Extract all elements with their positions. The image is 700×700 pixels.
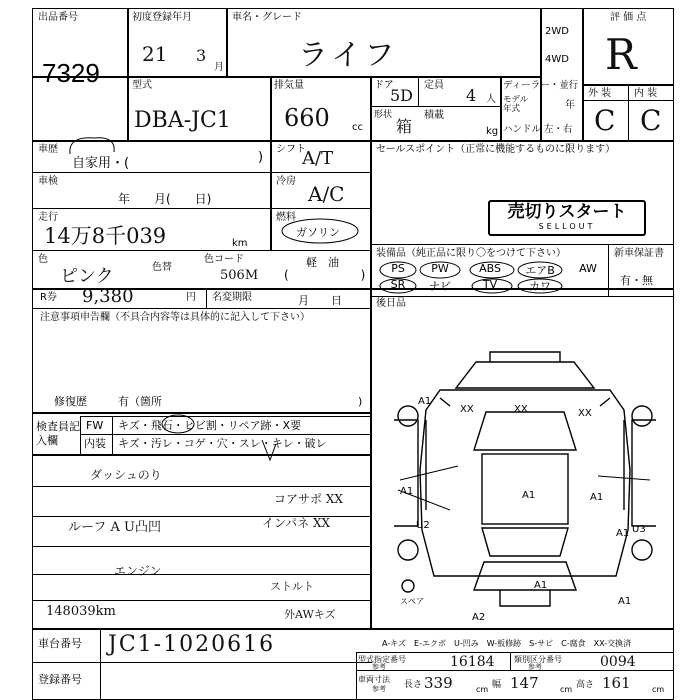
history-close-paren: ) [258, 150, 264, 165]
equip-pw: PW [431, 262, 449, 275]
car-name: ライフ [298, 38, 399, 73]
divider [418, 76, 419, 106]
km-unit: km [232, 238, 248, 249]
divider [32, 662, 372, 663]
displacement-value: 660 [284, 104, 330, 132]
history-value: 自家用・( [72, 156, 130, 171]
height-value: 161 [602, 674, 631, 692]
divider [32, 76, 542, 78]
category-value: 0094 [600, 654, 636, 670]
year-unit: 年 [565, 100, 575, 111]
mileage-value: 14万8千039 [44, 224, 167, 248]
displacement-label: 排気量 [274, 80, 304, 91]
divider [500, 76, 502, 140]
mark-xx-front-left: XX [460, 404, 474, 415]
note-line [32, 600, 370, 601]
damage-legend: A-キズ E-エクボ U-凹み W-板修跡 S-サビ C-腐食 XX-交換済 [382, 639, 632, 648]
mark-bumper: A2 [472, 612, 486, 623]
equip-tv: TV [482, 278, 498, 291]
shift-value: A/T [302, 148, 334, 169]
first-registration-year: 21 [142, 42, 168, 66]
equipment-circles [376, 258, 576, 294]
cc-unit: cc [352, 122, 363, 133]
category-sub: 参考 [528, 663, 542, 671]
handle-label: ハンドル 左・右 [503, 124, 573, 135]
mark-front-left: A1 [418, 396, 432, 407]
note-1: ダッシュのり [90, 468, 162, 482]
color-label: 色 [38, 254, 48, 265]
divider [628, 84, 629, 140]
equip-leather: カワ [529, 280, 551, 293]
model-code: DBA-JC1 [134, 108, 231, 133]
mark-right-dent: U3 [632, 524, 646, 535]
width-label: 幅 [492, 680, 502, 690]
divider [127, 8, 129, 140]
interior-inspect-label: 内装 [84, 437, 106, 450]
aftermarket-label: 後日品 [376, 298, 406, 309]
note-8: 148039km [46, 604, 116, 619]
capacity-label: 定員 [424, 80, 444, 91]
divider [356, 652, 357, 700]
score-label: 評 価 点 [610, 12, 647, 23]
divider [270, 140, 272, 250]
divider [608, 244, 609, 296]
chassis-number: JC1-1020616 [108, 632, 276, 657]
fw-label: FW [86, 419, 104, 432]
size-label: 車両寸法 [358, 675, 390, 684]
exterior-grade: C [594, 104, 616, 137]
length-value: 339 [424, 674, 453, 692]
inspector-marks [150, 410, 280, 464]
divider [206, 288, 207, 308]
length-label: 長さ [404, 680, 423, 690]
mark-trunk: A1 [534, 580, 548, 591]
divider [582, 8, 584, 140]
shape-value: 箱 [396, 117, 413, 136]
model-label: 型式 [132, 80, 152, 91]
note-2: ルーフ A U凸凹 [68, 520, 161, 535]
equip-sr: SR [390, 278, 406, 291]
divider [356, 652, 674, 653]
car-damage-diagram [380, 350, 670, 626]
note-line [32, 546, 370, 547]
equip-airbag: エアB [525, 264, 555, 277]
divider [226, 8, 228, 76]
divider [32, 140, 674, 142]
lot-number: 7329 [42, 58, 100, 88]
note-line [32, 486, 370, 487]
history-circle [64, 130, 124, 170]
door-label: ドア [374, 80, 394, 91]
drive-4wd: 4WD [545, 54, 569, 65]
divider [270, 76, 272, 140]
designation-sub: 参考 [372, 663, 386, 671]
divider [356, 670, 674, 671]
name-change-label: 名変期限 [212, 292, 252, 303]
mark-right-lower: A1 [616, 528, 630, 539]
note-6: ストルト [270, 580, 314, 593]
note-3: コアサポ XX [274, 492, 343, 506]
yen-unit: 円 [186, 292, 196, 303]
divider [370, 244, 674, 245]
divider [32, 250, 372, 251]
width-value: 147 [510, 674, 539, 692]
note-7: 外AWキズ [284, 608, 336, 621]
equip-aw: AW [579, 262, 597, 275]
equipment-label: 装備品（純正品に限り〇をつけて下さい） [376, 248, 566, 259]
mark-left-side: A1 [400, 486, 414, 497]
divider [370, 76, 372, 140]
history-label: 車歴 [38, 144, 58, 155]
equip-ps: PS [391, 262, 405, 275]
mark-right-side: A1 [590, 492, 604, 503]
category-label: 類別区分番号 [514, 655, 562, 664]
model-year-label: モデル年式 [503, 95, 529, 114]
shape-label: 形状 [374, 110, 393, 120]
interior-label: 内 装 [634, 88, 658, 99]
sellout-stamp [488, 200, 646, 236]
fuel-option-parens: ( ) [284, 268, 366, 282]
divider [540, 8, 542, 140]
registration-label: 登録番号 [38, 673, 82, 686]
fw-items: キズ・飛石・ヒビ割・リペア跡・X要 [118, 419, 302, 432]
chassis-label: 車台番号 [38, 637, 82, 650]
color-code-label: 色コード [204, 254, 244, 265]
designation-value: 16184 [450, 654, 495, 670]
month-unit: 月 [214, 62, 224, 73]
name-change-value: 月 日 [298, 294, 342, 307]
interior-grade: C [640, 104, 662, 137]
equip-abs: ABS [479, 262, 501, 275]
interior-items: キズ・汚レ・コゲ・穴・スレ・キレ・破レ [118, 437, 327, 450]
repair-close-paren: ) [358, 395, 363, 408]
equip-navi: ナビ [429, 280, 451, 293]
note-4: インパネ XX [262, 516, 331, 530]
divider [32, 308, 372, 309]
mark-rear-right: A1 [618, 596, 632, 607]
height-label: 高さ [576, 680, 595, 690]
car-name-label: 車名・グレード [232, 12, 302, 23]
lot-number-label: 出品番号 [38, 12, 78, 23]
divider [370, 296, 674, 297]
sellout-stamp-sub: SELLOUT [538, 222, 596, 231]
divider [32, 628, 674, 630]
mileage-label: 走行 [38, 212, 58, 223]
shift-label: シフト [276, 144, 306, 155]
fuel-value: ガソリン [296, 226, 340, 239]
recycle-value: 9,380 [82, 286, 134, 307]
dealer-label: ディーラー・並行 [503, 80, 579, 91]
divider [100, 628, 101, 700]
fuel-option-diesel: 軽 油 [306, 256, 339, 269]
warranty-options: 有・無 [620, 274, 653, 287]
divider [370, 140, 372, 628]
load-label: 積載 [424, 110, 444, 121]
color-value: ピンク [60, 266, 114, 287]
door-value: 5D [390, 86, 414, 105]
color-code-value: 506M [220, 268, 259, 283]
divider [80, 416, 81, 454]
color-change-label: 色替 [152, 262, 172, 273]
person-unit: 人 [486, 94, 496, 105]
mark-xx-front-right: XX [578, 408, 592, 419]
note-line [32, 574, 370, 575]
divider [32, 208, 372, 209]
first-registration-month: 3 [196, 46, 207, 65]
inspection-value: 年 月( 日) [118, 192, 212, 206]
repair-history-value: 有（箇所 [118, 395, 162, 408]
size-sub: 参考 [372, 685, 386, 693]
recycle-label: R券 [40, 292, 57, 303]
mark-roof: A1 [522, 490, 536, 501]
designation-label: 型式指定番号 [358, 655, 406, 664]
drive-2wd: 2WD [545, 26, 569, 37]
spare-label: スペア [400, 597, 424, 606]
width-unit: cm [560, 685, 573, 694]
divider [510, 652, 511, 670]
inspection-label: 車検 [38, 176, 58, 187]
exterior-label: 外 装 [588, 88, 612, 99]
ac-value: A/C [308, 182, 345, 206]
warranty-label: 新車保証書 [614, 248, 664, 259]
ac-label: 冷房 [276, 176, 296, 187]
divider [32, 172, 372, 173]
length-unit: cm [476, 685, 489, 694]
sellout-stamp-main: 売切りスタート [507, 202, 627, 222]
height-unit: cm [652, 685, 665, 694]
kg-unit: kg [486, 126, 499, 137]
mark-left-dent: U2 [416, 520, 430, 531]
notes-label: 注意事項申告欄（不具合内容等は具体的に記入して下さい） [40, 312, 310, 323]
mark-xx-hood: XX [514, 404, 528, 415]
repair-history-label: 修復歴 [54, 395, 87, 408]
sales-point-label: セールスポイント（正常に機能するものに限ります） [376, 144, 616, 155]
divider [370, 106, 500, 107]
first-registration-label: 初度登録年月 [132, 12, 192, 23]
overall-score: R [605, 30, 637, 79]
divider [112, 416, 113, 454]
fuel-circle [280, 216, 360, 246]
note-5: エンジン [114, 564, 162, 578]
inspector-label: 検査員記入欄 [36, 420, 80, 447]
capacity-value: 4 [466, 86, 477, 105]
fuel-label: 燃料 [276, 212, 296, 223]
